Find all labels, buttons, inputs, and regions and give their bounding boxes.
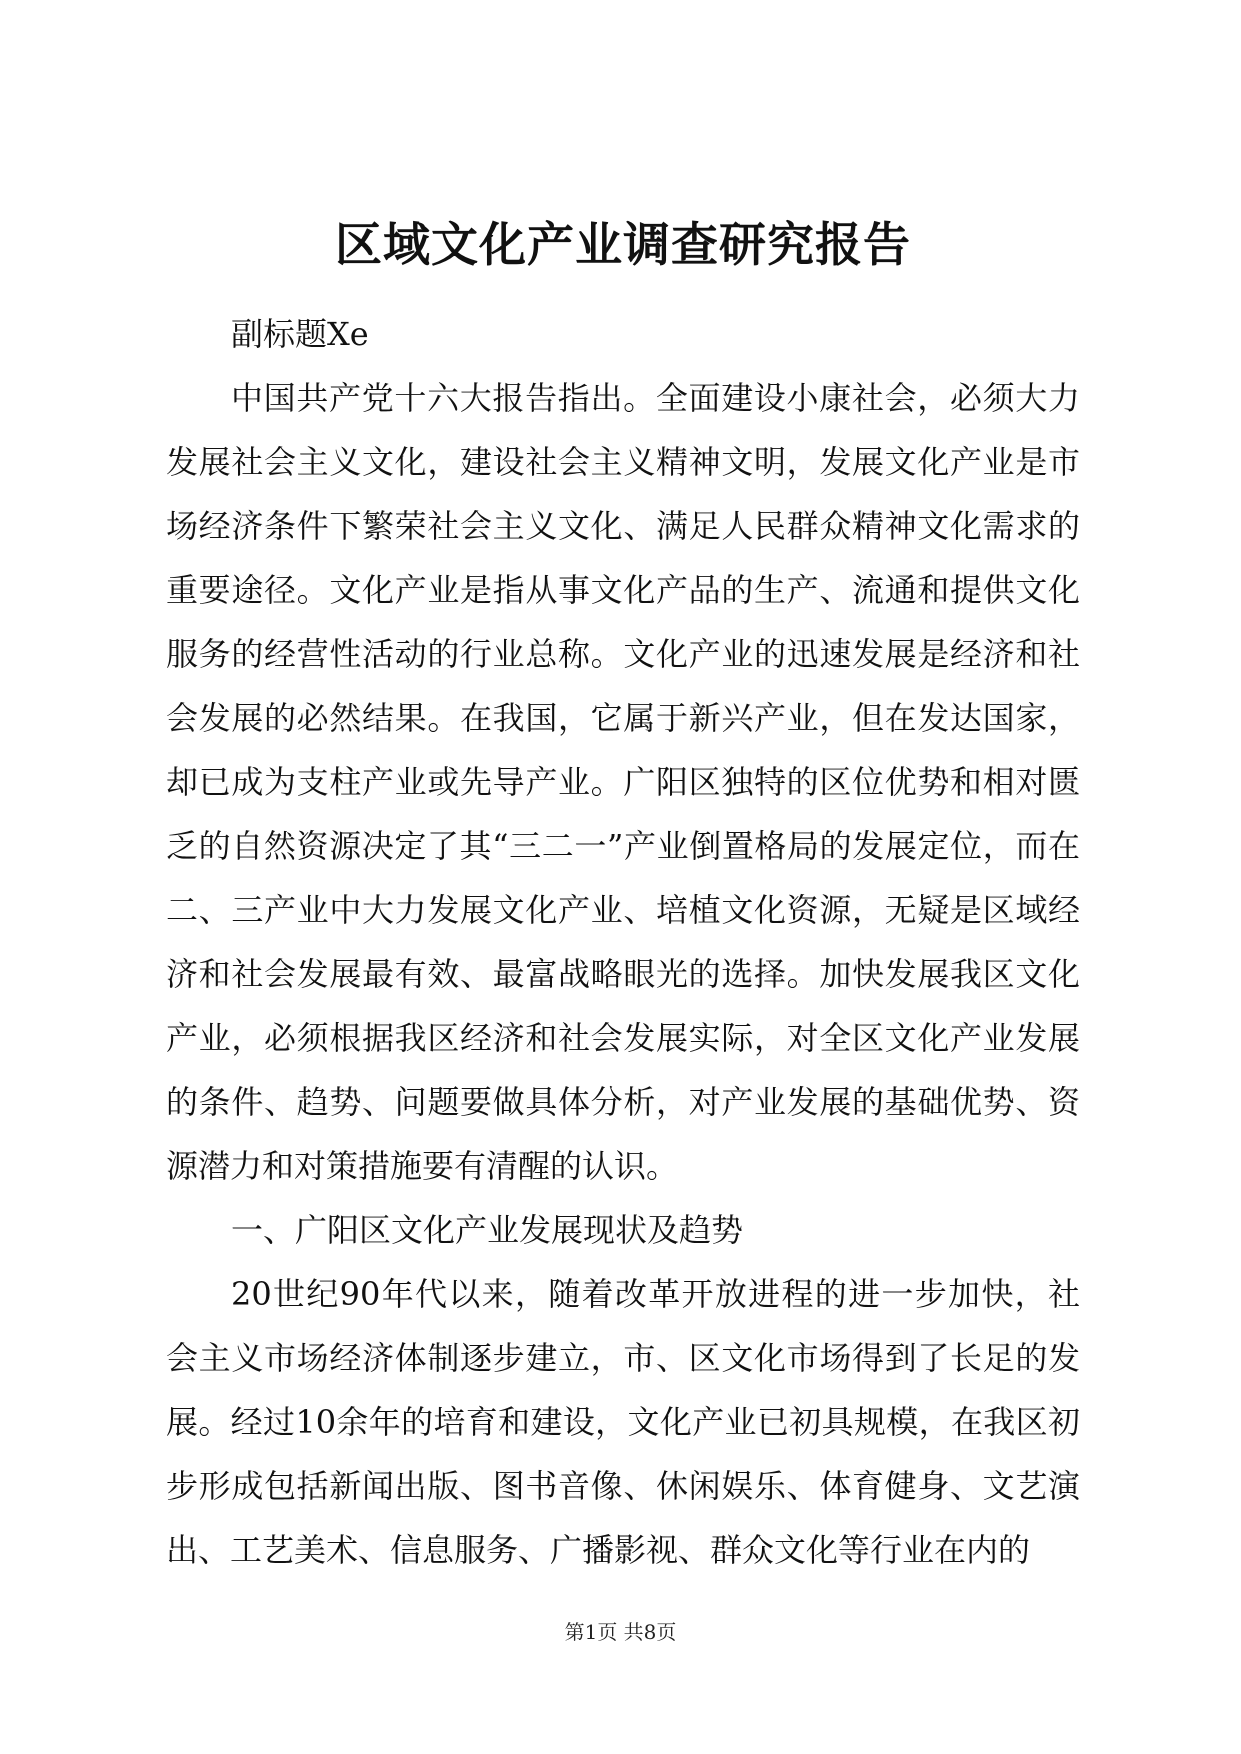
document-subtitle: 副标题Xe: [231, 315, 369, 353]
body-paragraph: 20世纪90年代以来，随着改革开放进程的进一步加快，社会主义市场经济体制逐步建立，市、区文化市场得到了长足的发展。经过10余年的培育和建设，文化产业已初具规模，在我区初步形成包括新闻出版、图书音像、休闲娱乐、体育健身、文艺演出、工艺美术、信息服务、广播影视、群众文化等行业在内的: [166, 1275, 1080, 1569]
body-paragraph: 中国共产党十六大报告指出。全面建设小康社会，必须大力发展社会主义文化，建设社会主义精神文明，发展文化产业是市场经济条件下繁荣社会主义文化、满足人民群众精神文化需求的重要途径。文化产业是指从事文化产品的生产、流通和提供文化服务的经营性活动的行业总称。文化产业的迅速发展是经济和社会发展的必然结果。在我国，它属于新兴产业，但在发达国家，却已成为支柱产业或先导产业。广阳区独特的区位优势和相对匮乏的自然资源决定了其“三二一”产业倒置格局的发展定位，而在二、三产业中大力发展文化产业、培植文化资源，无疑是区域经济和社会发展最有效、最富战略眼光的选择。加快发展我区文化产业，必须根据我区经济和社会发展实际，对全区文化产业发展的条件、趋势、问题要做具体分析，对产业发展的基础优势、资源潜力和对策措施要有清醒的认识。: [166, 379, 1080, 1185]
section-heading: 一、广阳区文化产业发展现状及趋势: [231, 1211, 744, 1249]
document-title: 区域文化产业调查研究报告: [335, 218, 911, 273]
document-content: [166, 214, 1080, 1582]
page-footer: 第1页 共8页: [564, 1620, 677, 1644]
